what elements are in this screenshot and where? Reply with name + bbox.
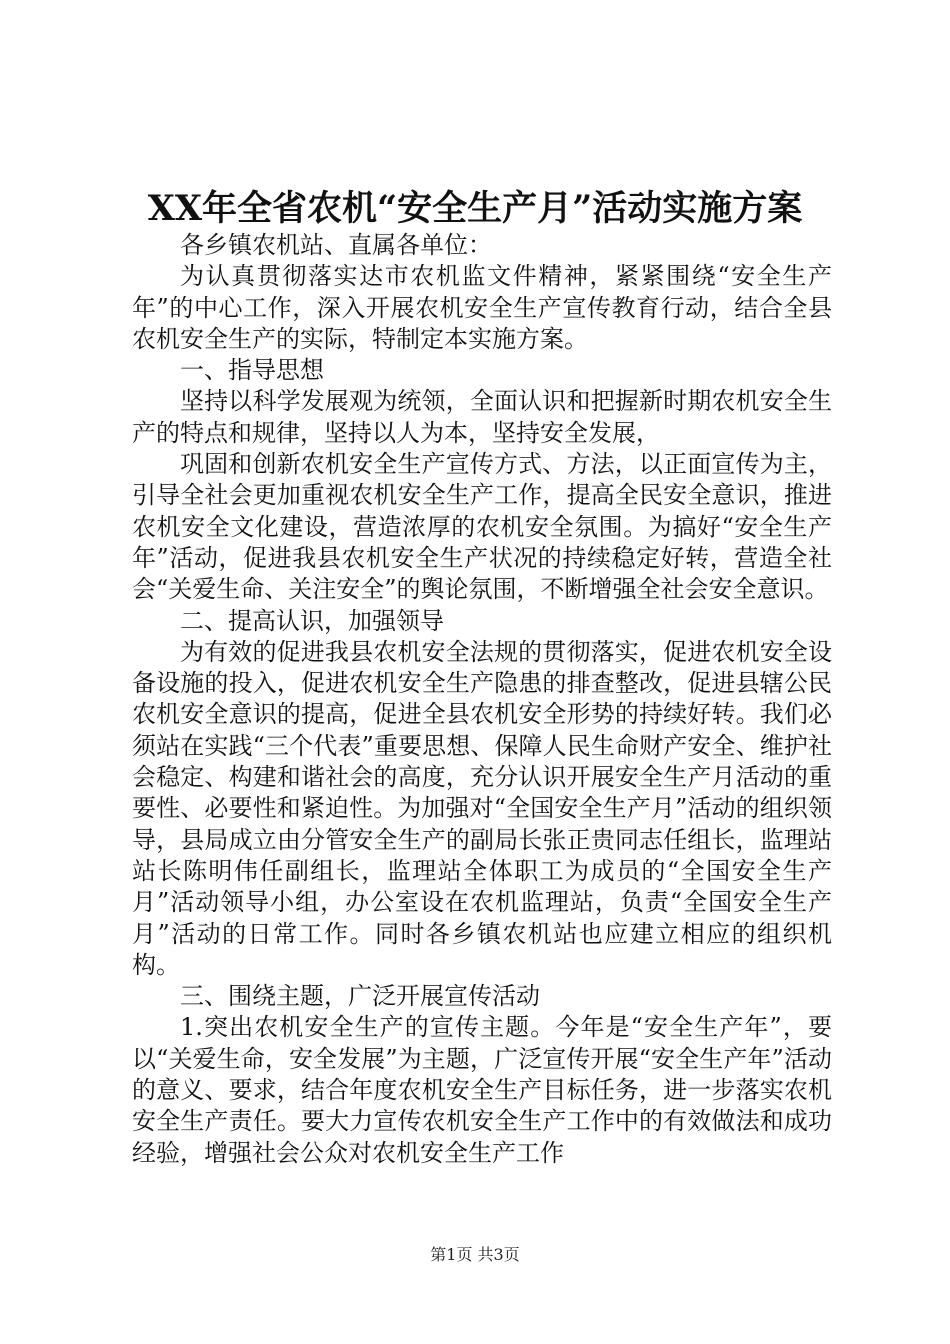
section-heading-3: 三、围绕主题，广泛开展宣传活动 xyxy=(180,982,540,1011)
paragraph-leadership: 为有效的促进我县农机安全法规的贯彻落实，促进农机安全设备设施的投入，促进农机安全生产隐患的排查整改，促进县辖公民农机安全意识的提高，促进全县农机安全形势的持续好转。我们必须站在实践“三个代表”重要思想、保障人民生命财产安全、维护社会稳定、构建和谐社会的高度，充分认识开展安全生产月活动的重要性、必要性和紧迫性。为加强对“全国安全生产月”活动的组织领导，县局成立由分管安全生产的副局长张正贵同志任组长，监理站站长陈明伟任副组长，监理站全体职工为成员的“全国安全生产月”活动领导小组，办公室设在农机监理站，负责“全国安全生产月”活动的日常工作。同时各乡镇农机站也应建立相应的组织机构。 xyxy=(132,637,832,979)
document-title: XX年全省农机“安全生产月”活动实施方案 xyxy=(147,188,803,229)
paragraph-guiding-2: 巩固和创新农机安全生产宣传方式、方法，以正面宣传为主，引导全社会更加重视农机安全生产工作，提高全民安全意识，推进农机安全文化建设，营造浓厚的农机安全氛围。为搞好“安全生产年”活动，促进我县农机安全生产状况的持续稳定好转，营造全社会“关爱生命、关注安全”的舆论氛围，不断增强全社会安全意识。 xyxy=(132,450,832,604)
section-heading-2: 二、提高认识，加强领导 xyxy=(180,606,444,635)
paragraph-guiding-1: 坚持以科学发展观为统领，全面认识和把握新时期农机安全生产的特点和规律，坚持以人为本，坚持安全发展， xyxy=(132,387,832,447)
section-heading-1: 一、指导思想 xyxy=(180,356,324,385)
paragraph-intro: 为认真贯彻落实达市农机监文件精神，紧紧围绕“安全生产年”的中心工作，深入开展农机安全生产宣传教育行动，结合全县农机安全生产的实际，特制定本实施方案。 xyxy=(132,262,832,353)
page-footer: 第1页 共3页 xyxy=(430,1245,520,1264)
salutation: 各乡镇农机站、直属各单位： xyxy=(180,231,492,259)
document-body xyxy=(132,230,832,1169)
paragraph-publicity-1: 1.突出农机安全生产的宣传主题。今年是“安全生产年”，要以“关爱生命，安全发展”为主题，广泛宣传开展“安全生产年”活动的意义、要求，结合年度农机安全生产目标任务，进一步落实农机安全生产责任。要大力宣传农机安全生产工作中的有效做法和成功经验，增强社会公众对农机安全生产工作 xyxy=(132,1013,832,1167)
